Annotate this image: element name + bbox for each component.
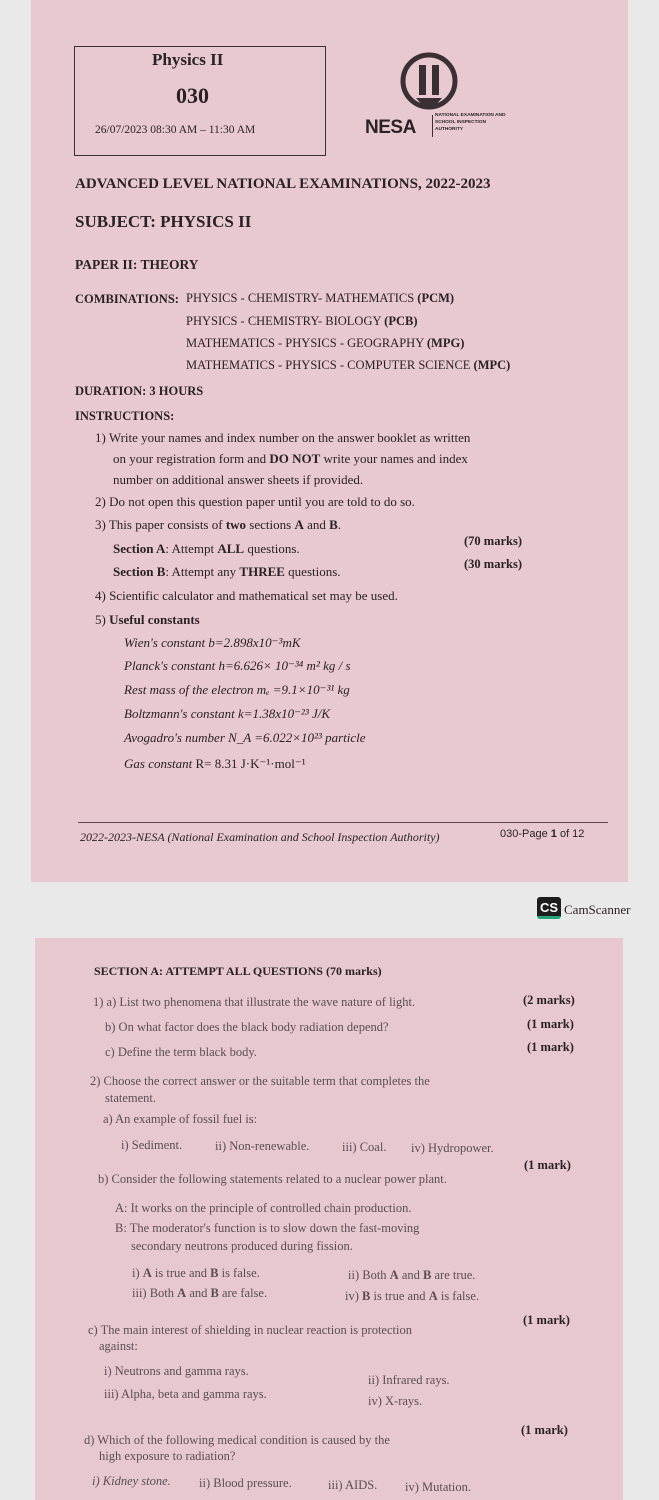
combination-pcm: PHYSICS - CHEMISTRY- MATHEMATICS (PCM)	[186, 291, 455, 305]
instructions-label: INSTRUCTIONS:	[75, 409, 175, 423]
section-a-title: SECTION A: ATTEMPT ALL QUESTIONS (70 marks)	[94, 964, 382, 978]
question-2c-option-iii: iii) Alpha, beta and gamma rays.	[104, 1387, 267, 1401]
question-2b-option-iv: iv) B is true and A is false.	[345, 1289, 480, 1303]
question-2b-option-i: i) A is true and B is false.	[132, 1266, 260, 1280]
instruction-3: 3) This paper consists of two sections A and B.	[95, 517, 342, 532]
question-2d-option-iv: iv) Mutation.	[405, 1480, 471, 1494]
question-2a-option-i: i) Sediment.	[121, 1138, 183, 1152]
question-2c-line-2: against:	[99, 1339, 138, 1353]
question-1b: b) On what factor does the black body radiation depend?	[105, 1020, 389, 1034]
instruction-1-line-1: 1) Write your names and index number on the answer booklet as written	[95, 430, 471, 445]
logo-divider	[432, 115, 433, 137]
footer-page-number: 030-Page 1 of 12	[500, 828, 585, 840]
logo-caption-2: SCHOOL INSPECTION	[435, 120, 487, 125]
question-2b-statement-b-2: secondary neutrons produced during fission.	[131, 1239, 353, 1253]
question-1c-marks: (1 mark)	[527, 1040, 574, 1054]
question-2d-option-i: i) Kidney stone.	[92, 1474, 171, 1488]
question-2-line-1: 2) Choose the correct answer or the suitable term that completes the	[90, 1074, 430, 1088]
question-2c-option-ii: ii) Infrared rays.	[368, 1373, 450, 1387]
question-1a-marks: (2 marks)	[523, 993, 575, 1007]
paper-subject: Physics II	[152, 50, 224, 69]
paper-type: PAPER II: THEORY	[75, 257, 199, 272]
instruction-1-line-2: on your registration form and DO NOT write your names and index	[113, 451, 468, 466]
constant-boltzmann: Boltzmann's constant k=1.38x10⁻²³ J/K	[124, 706, 331, 721]
question-2a-option-ii: ii) Non-renewable.	[215, 1139, 310, 1153]
question-2-line-2: statement.	[105, 1091, 157, 1105]
question-1c: c) Define the term black body.	[105, 1045, 257, 1059]
question-2b-option-ii: ii) Both A and B are true.	[348, 1268, 476, 1282]
question-2b-option-iii: iii) Both A and B are false.	[132, 1286, 268, 1300]
constant-avogadro: Avogadro's number N_A =6.022×10²³ particle	[124, 730, 366, 745]
question-2d-line-2: high exposure to radiation?	[99, 1449, 236, 1463]
logo-caption-3: AUTHORITY	[435, 127, 463, 132]
instruction-5: 5) Useful constants	[95, 612, 200, 627]
paper-code: 030	[176, 83, 209, 108]
instruction-4: 4) Scientific calculator and mathematical set may be used.	[95, 588, 398, 603]
question-1a: 1) a) List two phenomena that illustrate the wave nature of light.	[93, 995, 416, 1009]
footer-rule	[78, 822, 608, 823]
combination-mpc: MATHEMATICS - PHYSICS - COMPUTER SCIENCE (MPC)	[186, 358, 511, 372]
camscanner-logo-icon: CS	[537, 897, 561, 919]
nesa-emblem-icon	[400, 52, 458, 114]
camscanner-label: CamScanner	[564, 902, 631, 917]
instruction-1-line-3: number on additional answer sheets if provided.	[113, 472, 364, 487]
duration: DURATION: 3 HOURS	[75, 384, 204, 398]
question-2a-option-iv: iv) Hydropower.	[411, 1141, 494, 1155]
logo-caption-1: NATIONAL EXAMINATION AND	[435, 113, 506, 118]
section-b-marks: (30 marks)	[464, 557, 522, 571]
exam-datetime: 26/07/2023 08:30 AM – 11:30 AM	[95, 124, 256, 136]
question-2d-option-ii: ii) Blood pressure.	[199, 1476, 292, 1490]
question-2b-statement-b-1: B: The moderator's function is to slow down the fast-moving	[115, 1221, 420, 1235]
subject-heading: SUBJECT: PHYSICS II	[75, 212, 252, 231]
question-2c-option-iv: iv) X-rays.	[368, 1394, 423, 1408]
constant-planck: Planck's constant h=6.626× 10⁻³⁴ m² kg / s	[124, 658, 351, 673]
section-a-marks: (70 marks)	[464, 534, 522, 548]
question-2c-line-1: c) The main interest of shielding in nuclear reaction is protection	[88, 1323, 412, 1337]
question-2d-option-iii: iii) AIDS.	[328, 1478, 378, 1492]
question-2b: b) Consider the following statements related to a nuclear power plant.	[98, 1172, 447, 1186]
combination-mpg: MATHEMATICS - PHYSICS - GEOGRAPHY (MPG)	[186, 336, 465, 350]
exam-page-2	[35, 938, 623, 1500]
question-2c-marks: (1 mark)	[523, 1313, 570, 1327]
constant-electron-mass: Rest mass of the electron mₑ =9.1×10⁻³¹ kg	[124, 682, 350, 697]
question-2d-line-1: d) Which of the following medical condition is caused by the	[84, 1433, 390, 1447]
nesa-logo-text: NESA	[365, 117, 416, 138]
combination-pcb: PHYSICS - CHEMISTRY- BIOLOGY (PCB)	[186, 314, 418, 328]
question-2a-marks: (1 mark)	[524, 1158, 571, 1172]
combinations-label: COMBINATIONS:	[75, 292, 179, 306]
footer-authority: 2022-2023-NESA (National Examination and School Inspection Authority)	[80, 830, 440, 844]
section-a-instruction: Section A: Attempt ALL questions.	[113, 541, 300, 556]
question-2d-marks: (1 mark)	[521, 1423, 568, 1437]
question-1b-marks: (1 mark)	[527, 1017, 574, 1031]
section-b-instruction: Section B: Attempt any THREE questions.	[113, 564, 341, 579]
question-2a: a) An example of fossil fuel is:	[103, 1112, 258, 1126]
question-2a-option-iii: iii) Coal.	[342, 1140, 387, 1154]
constant-gas: Gas constant R= 8.31 J·K⁻¹·mol⁻¹	[124, 756, 306, 771]
instruction-2: 2) Do not open this question paper until you are told to do so.	[95, 494, 415, 509]
question-2b-statement-a: A: It works on the principle of controlled chain production.	[115, 1201, 412, 1215]
question-2c-option-i: i) Neutrons and gamma rays.	[104, 1364, 249, 1378]
constant-wien: Wien's constant b=2.898x10⁻³mK	[124, 635, 301, 650]
exam-title: ADVANCED LEVEL NATIONAL EXAMINATIONS, 2022-2023	[75, 176, 491, 192]
